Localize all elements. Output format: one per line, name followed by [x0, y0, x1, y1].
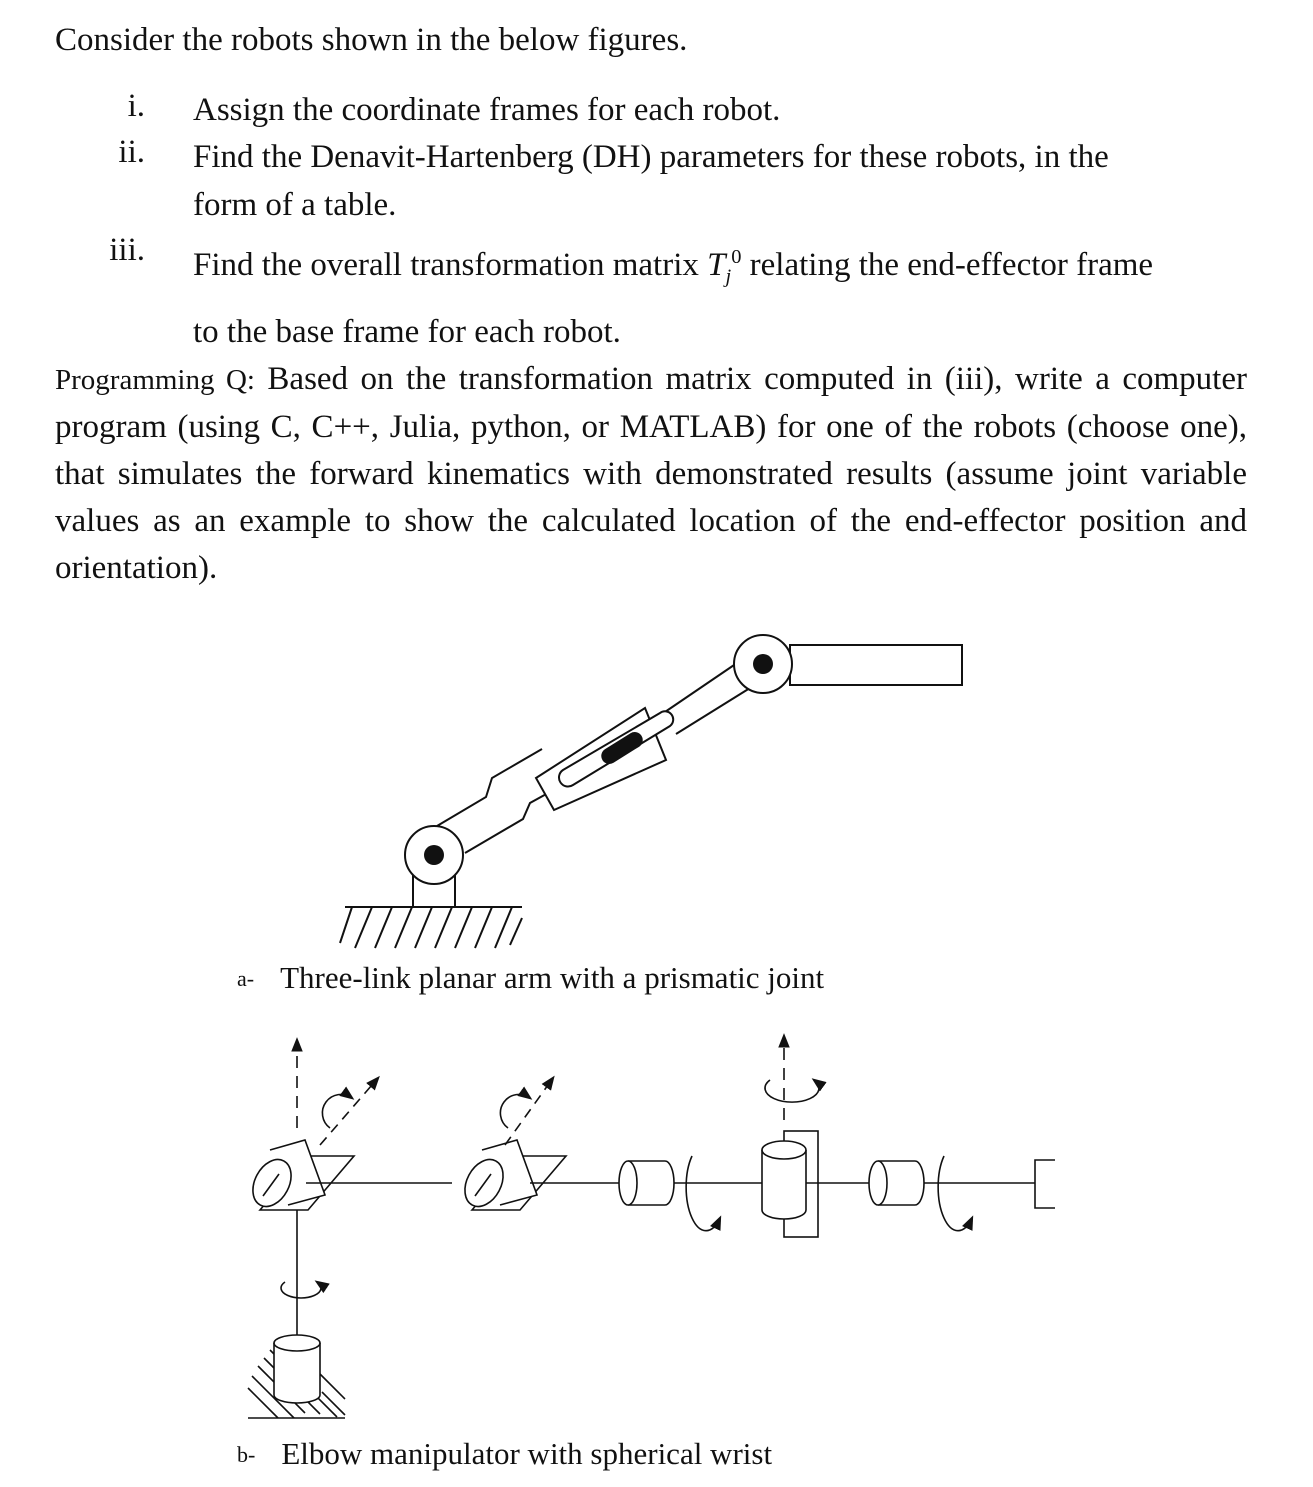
wrist-roll-1 [619, 1161, 674, 1205]
shoulder-joint [245, 1140, 354, 1213]
wrist-pitch [762, 1131, 818, 1237]
figure-a-caption-text: Three-link planar arm with a prismatic joint [280, 960, 825, 995]
figure-b-caption [237, 1436, 772, 1472]
item-number: ii. [118, 134, 145, 170]
programming-lead: Programming Q: [55, 364, 255, 396]
item-text-line: to the base frame for each robot. [193, 313, 621, 350]
base-joint [405, 826, 463, 884]
intro-text: Consider the robots shown in the below figures. [55, 22, 688, 58]
elbow-joint-b [457, 1140, 566, 1213]
wrist-roll-2-arrow [938, 1156, 972, 1231]
wrist-pitch-arrow [765, 1080, 819, 1102]
item-number: i. [127, 88, 145, 124]
item-text: Assign the coordinate frames for each robot. [193, 92, 781, 128]
figure-a-planar-arm [340, 635, 962, 948]
end-link [790, 645, 962, 685]
figure-a-tag: a- [237, 966, 255, 991]
figure-a-caption [237, 960, 824, 996]
shoulder-diagonal-axis [320, 1078, 378, 1145]
wrist-roll-2 [869, 1161, 924, 1205]
elbow-joint [734, 635, 792, 693]
ground-hatch [340, 907, 522, 948]
item-text-line: form of a table. [193, 187, 397, 223]
shoulder-rotation-arrow [322, 1094, 352, 1128]
figure-b-elbow-manipulator [245, 1036, 1055, 1418]
waist-rotation-arrow [281, 1282, 321, 1298]
gripper [1035, 1160, 1055, 1208]
elbow-diagonal-axis [505, 1078, 553, 1145]
base-cylinder [274, 1335, 320, 1403]
programming-text: Based on the transformation matrix computed in (iii), write a computer program (using C, C++, Julia, python, or MATLAB) for one of the robots (choose one), that simulates the forward kinematics with demonstrated results (assume joint variable values as an example to show the calculated location of the end-effector position and orientation). [55, 361, 1247, 586]
matrix-symbol: T [707, 247, 726, 283]
item-number: iii. [109, 232, 145, 268]
elbow-rotation-arrow [500, 1094, 530, 1128]
wrist-roll-1-arrow [686, 1156, 720, 1231]
figure-b-tag: b- [237, 1442, 256, 1467]
item-text-line: Find the Denavit-Hartenberg (DH) parameters for these robots, in the [193, 139, 1109, 175]
figure-b-caption-text: Elbow manipulator with spherical wrist [281, 1436, 773, 1471]
item-text-line: Find the overall transformation matrix $T_j^0$ relating the end-effector frame [193, 246, 1154, 288]
